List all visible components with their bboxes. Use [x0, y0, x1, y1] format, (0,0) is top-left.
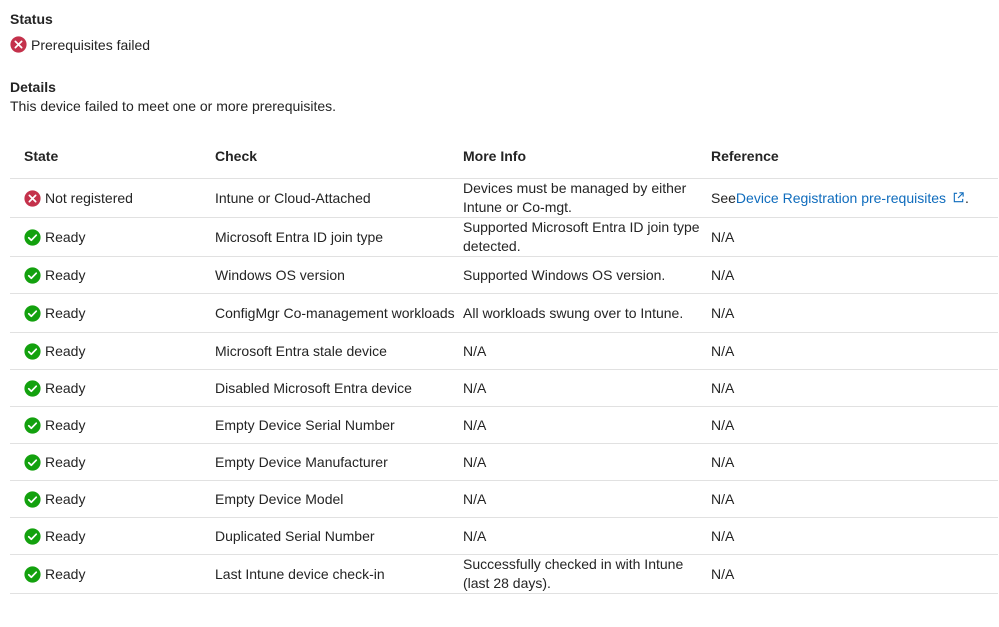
status-line	[10, 36, 150, 53]
column-header-more-info[interactable]: More Info	[463, 134, 711, 179]
table-row[interactable]	[10, 333, 998, 370]
check-cell: Disabled Microsoft Entra device	[215, 370, 463, 407]
reference-cell: N/A	[711, 370, 998, 407]
error-circle-icon	[24, 190, 41, 207]
status-title: Status	[10, 11, 53, 27]
check-circle-icon	[24, 417, 41, 434]
reference-suffix: .	[965, 189, 969, 206]
reference-cell: N/A	[711, 333, 998, 370]
table-row[interactable]	[10, 257, 998, 294]
state-cell	[24, 527, 215, 546]
state-cell	[24, 304, 215, 323]
check-cell: Intune or Cloud-Attached	[215, 179, 463, 218]
check-cell: Windows OS version	[215, 257, 463, 294]
state-text: Ready	[45, 379, 86, 396]
state-cell	[24, 189, 215, 208]
state-text: Ready	[45, 266, 86, 283]
check-circle-icon	[24, 343, 41, 360]
reference-cell: N/A	[711, 257, 998, 294]
device-registration-link[interactable]	[736, 190, 965, 206]
state-cell	[24, 490, 215, 509]
details-title: Details	[10, 79, 56, 95]
column-header-state[interactable]: State	[10, 134, 215, 179]
check-cell: Microsoft Entra ID join type	[215, 218, 463, 257]
more-info-cell: N/A	[463, 444, 711, 481]
state-text: Ready	[45, 527, 86, 544]
more-info-cell: Supported Microsoft Entra ID join type detected.	[463, 218, 711, 257]
check-circle-icon	[24, 380, 41, 397]
check-circle-icon	[24, 267, 41, 284]
state-cell	[24, 342, 215, 361]
column-header-check[interactable]: Check	[215, 134, 463, 179]
table-row[interactable]	[10, 218, 998, 257]
reference-cell: N/A	[711, 407, 998, 444]
state-text: Ready	[45, 416, 86, 433]
check-cell: Empty Device Model	[215, 481, 463, 518]
table-row[interactable]	[10, 370, 998, 407]
check-cell: Last Intune device check-in	[215, 555, 463, 594]
table-row[interactable]	[10, 179, 998, 218]
check-circle-icon	[24, 528, 41, 545]
state-cell	[24, 379, 215, 398]
check-cell: Duplicated Serial Number	[215, 518, 463, 555]
column-header-reference[interactable]: Reference	[711, 134, 998, 179]
device-registration-link-text[interactable]: Device Registration pre-requisites	[735, 189, 947, 206]
error-circle-icon	[10, 36, 27, 53]
more-info-cell: N/A	[463, 481, 711, 518]
check-cell: Empty Device Serial Number	[215, 407, 463, 444]
table-row[interactable]	[10, 555, 998, 594]
check-circle-icon	[24, 566, 41, 583]
more-info-cell: Successfully checked in with Intune (last 28 days).	[463, 555, 711, 594]
check-cell: Microsoft Entra stale device	[215, 333, 463, 370]
check-cell: ConfigMgr Co-management workloads	[215, 294, 463, 333]
state-text: Ready	[45, 490, 86, 507]
reference-cell: N/A	[711, 481, 998, 518]
check-circle-icon	[24, 305, 41, 322]
open-external-icon[interactable]	[952, 191, 965, 204]
reference-cell: N/A	[711, 294, 998, 333]
state-cell	[24, 266, 215, 285]
table-row[interactable]	[10, 407, 998, 444]
more-info-cell: N/A	[463, 370, 711, 407]
state-cell	[24, 228, 215, 247]
more-info-cell: All workloads swung over to Intune.	[463, 294, 711, 333]
check-cell: Empty Device Manufacturer	[215, 444, 463, 481]
check-circle-icon	[24, 229, 41, 246]
state-cell	[24, 453, 215, 472]
table-row[interactable]	[10, 518, 998, 555]
table-row[interactable]	[10, 481, 998, 518]
more-info-cell: N/A	[463, 333, 711, 370]
state-text: Ready	[45, 304, 86, 321]
state-text: Ready	[45, 565, 86, 582]
state-text: Ready	[45, 342, 86, 359]
details-description: This device failed to meet one or more prerequisites.	[10, 98, 337, 114]
state-text: Ready	[45, 228, 86, 245]
more-info-cell: N/A	[463, 518, 711, 555]
reference-cell: N/A	[711, 218, 998, 257]
reference-cell: N/A	[711, 518, 998, 555]
reference-prefix: See	[711, 189, 736, 206]
status-text: Prerequisites failed	[31, 36, 151, 53]
more-info-cell: Devices must be managed by either Intune or Co-mgt.	[463, 179, 711, 218]
state-text: Ready	[45, 453, 86, 470]
reference-cell	[711, 179, 998, 218]
prerequisites-table	[10, 134, 998, 594]
more-info-cell: Supported Windows OS version.	[463, 257, 711, 294]
state-cell	[24, 416, 215, 435]
check-circle-icon	[24, 454, 41, 471]
table-row[interactable]	[10, 294, 998, 333]
table-header-row	[10, 134, 998, 179]
reference-cell: N/A	[711, 555, 998, 594]
table-row[interactable]	[10, 444, 998, 481]
state-cell	[24, 565, 215, 584]
check-circle-icon	[24, 491, 41, 508]
state-text: Not registered	[45, 189, 133, 206]
reference-cell: N/A	[711, 444, 998, 481]
more-info-cell: N/A	[463, 407, 711, 444]
